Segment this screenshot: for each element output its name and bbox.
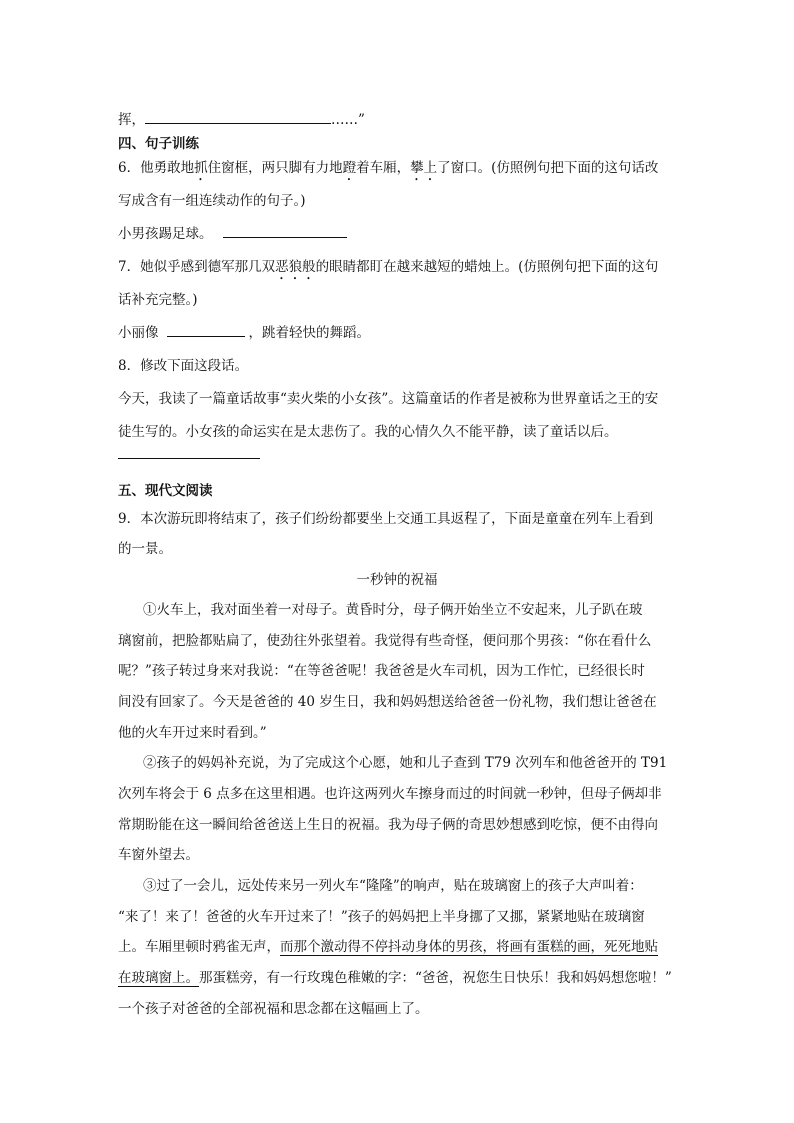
emphasis-verb: 抓 <box>194 160 208 176</box>
passage-p1-line: 璃窗前，把脸都贴扁了，使劲往外张望着。我觉得有些奇怪，便问那个男孩：“你在看什么 <box>118 633 652 649</box>
question-6-prompt: 小男孩踢足球。 <box>118 225 347 243</box>
question-6-line-2: 写成含有一组连续动作的句子。) <box>118 193 306 209</box>
passage-p3-line: 一个孩子对爸爸的全部祝福和思念都在这幅画上了。 <box>118 1001 429 1017</box>
answer-line[interactable] <box>118 458 260 459</box>
question-6-line-1: 6．他勇敢地抓住窗框，两只脚有力地蹬着车厢，攀上了窗口。(仿照例句把下面的这句话改 <box>118 160 659 176</box>
section-4-heading: 四、句子训练 <box>118 136 199 152</box>
passage-p1-line: 呢？”孩子转过身来对我说：“在等爸爸呢！我爸爸是火车司机，因为工作忙，已经很长时 <box>118 663 645 679</box>
passage-title: 一秒钟的祝福 <box>356 572 438 588</box>
passage-p2-line: 次列车将会于 6 点多在这里相遇。也许这两列火车擦身而过的时间就一秒钟，但母子俩却非 <box>118 786 662 802</box>
passage-p1-line: 他的火车开过来时看到。” <box>118 725 267 741</box>
question-7-line-1: 7．她似乎感到德军那几双恶狼般的眼睛都盯在越来越短的蜡烛上。(仿照例句把下面的这句 <box>118 259 659 275</box>
passage-p3-line: ③过了一会儿，远处传来另一列火车“隆隆”的响声，贴在玻璃窗上的孩子大声叫着： <box>143 878 643 894</box>
question-9-line-2: 的一景。 <box>118 541 172 557</box>
answer-blank[interactable] <box>167 324 245 337</box>
passage-p3-line: “来了！来了！爸爸的火车开过来了！”孩子的妈妈把上半身挪了又挪，紧紧地贴在玻璃窗 <box>118 909 645 925</box>
question-9-line-1: 9．本次游玩即将结束了，孩子们纷纷都要坐上交通工具返程了，下面是童童在列车上看到 <box>118 511 654 527</box>
line-continuation: 挥， ……” <box>118 112 365 128</box>
question-8: 8．修改下面这段话。 <box>118 358 249 374</box>
passage-p3-line: 上。车厢里顿时鸦雀无声，而那个激动得不停抖动身体的男孩，将画有蛋糕的画，死死地贴 <box>118 939 658 955</box>
emphasis-verb: 上 <box>423 160 438 176</box>
emphasis-verb: 攀 <box>410 160 424 176</box>
emphasis-verb: 蹬 <box>342 160 357 176</box>
section-5-heading: 五、现代文阅读 <box>118 483 213 499</box>
question-8-paragraph-2: 徒生写的。小女孩的命运实在是太悲伤了。我的心情久久不能平静，读了童话以后。 <box>118 424 618 440</box>
answer-blank[interactable] <box>223 225 347 238</box>
answer-blank[interactable] <box>145 111 331 124</box>
underlined-sentence: 而那个激动得不停抖动身体的男孩，将画有蛋糕的画，死死地贴 <box>280 939 658 955</box>
passage-p2-line: 常期盼能在这一瞬间给爸爸送上生日的祝福。我为母子俩的奇思妙想感到吃惊，便不由得向 <box>118 817 658 833</box>
emphasis-phrase: 恶狼般 <box>275 259 316 275</box>
passage-p1-line: ①火车上，我对面坐着一对母子。黄昏时分，母子俩开始坐立不安起来，儿子趴在玻 <box>143 602 643 618</box>
passage-p2-line: ②孩子的妈妈补充说，为了完成这个心愿，她和儿子查到 T79 次列车和他爸爸开的 T91 <box>143 755 668 771</box>
passage-p2-line: 车窗外望去。 <box>118 847 199 863</box>
passage-p1-line: 间没有回家了。今天是爸爸的 40 岁生日，我和妈妈想送给爸爸一份礼物，我们想让爸爸在 <box>118 694 657 710</box>
underlined-sentence: 在玻璃窗上。 <box>118 970 199 986</box>
passage-p3-line: 在玻璃窗上。那蛋糕旁，有一行玫瑰色稚嫩的字：“爸爸，祝您生日快乐！我和妈妈想您啦！” <box>118 970 672 986</box>
question-7-prompt: 小丽像 ，跳着轻快的舞蹈。 <box>118 325 370 341</box>
question-8-paragraph-1: 今天，我读了一篇童话故事“卖火柴的小女孩”。这篇童话的作者是被称为世界童话之王的安 <box>118 391 659 407</box>
question-7-line-2: 话补充完整。) <box>118 292 198 308</box>
